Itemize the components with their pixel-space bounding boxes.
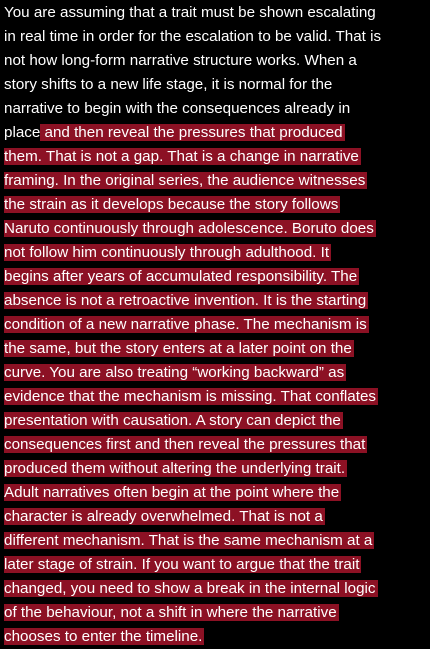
selected-text-segment[interactable]: different mechanism. That is the same mechanism at a [4,532,373,549]
selected-text-segment[interactable]: presentation with causation. A story can depict the [4,412,341,429]
text-line[interactable] [4,313,430,337]
selected-text-segment[interactable]: chooses to enter the timeline. [4,628,203,645]
selected-text-segment[interactable]: evidence that the mechanism is missing. That conflates [4,388,376,405]
text-line [4,73,430,97]
selected-text-segment[interactable]: changed, you need to show a break in the internal logic [4,580,376,597]
selected-text-segment[interactable]: curve. You are also treating “working backward” as [4,364,345,381]
text-line[interactable] [4,241,430,265]
text-line[interactable] [4,433,430,457]
text-line[interactable] [4,457,430,481]
text-line[interactable] [4,505,430,529]
selected-text-segment[interactable]: and then reveal the pressures that produced [40,124,343,141]
selected-text-segment[interactable]: Naruto continuously through adolescence. Boruto does [4,220,374,237]
text-segment: in real time in order for the escalation to be valid. That is [4,28,382,45]
selected-text-segment[interactable]: framing. In the original series, the audience witnesses [4,172,366,189]
text-line[interactable] [4,193,430,217]
selected-text-segment[interactable]: Adult narratives often begin at the point where the [4,484,340,501]
text-line [4,25,430,49]
text-line [4,97,430,121]
text-line[interactable] [4,121,430,145]
text-line[interactable] [4,289,430,313]
selected-text-segment[interactable]: character is already overwhelmed. That is not a [4,508,323,525]
text-line[interactable] [4,265,430,289]
text-line [4,49,430,73]
text-segment: story shifts to a new life stage, it is normal for the [4,76,333,93]
text-line[interactable] [4,481,430,505]
selected-text-segment[interactable]: consequences first and then reveal the pressures that [4,436,366,453]
selected-text-segment[interactable]: absence is not a retroactive invention. It is the starting [4,292,367,309]
text-segment: narrative to begin with the consequences already in [4,100,351,117]
text-line[interactable] [4,601,430,625]
text-line[interactable] [4,385,430,409]
text-line[interactable] [4,409,430,433]
text-line[interactable] [4,145,430,169]
selected-text-segment[interactable]: begins after years of accumulated responsibility. The [4,268,358,285]
selected-text-segment[interactable]: them. That is not a gap. That is a change in narrative [4,148,359,165]
selected-text-segment[interactable]: not follow him continuously through adulthood. It [4,244,330,261]
text-line[interactable] [4,529,430,553]
text-line[interactable] [4,361,430,385]
text-line[interactable] [4,553,430,577]
selected-text-segment[interactable]: the same, but the story enters at a later point on the [4,340,352,357]
selected-text-segment[interactable]: of the behaviour, not a shift in where the narrative [4,604,337,621]
selected-text-segment[interactable]: condition of a new narrative phase. The mechanism is [4,316,367,333]
text-line[interactable] [4,625,430,649]
text-line [4,1,430,25]
text-line[interactable] [4,577,430,601]
text-line[interactable] [4,217,430,241]
text-segment: not how long-form narrative structure works. When a [4,52,357,69]
selected-text-segment[interactable]: the strain as it develops because the story follows [4,196,339,213]
text-segment: You are assuming that a trait must be shown escalating [4,4,376,21]
selected-text-segment[interactable]: later stage of strain. If you want to argue that the trait [4,556,360,573]
text-line[interactable] [4,169,430,193]
text-line[interactable] [4,337,430,361]
post-body-text [4,1,430,649]
selected-text-segment[interactable]: produced them without altering the underlying trait. [4,460,346,477]
text-segment: place [4,124,41,141]
